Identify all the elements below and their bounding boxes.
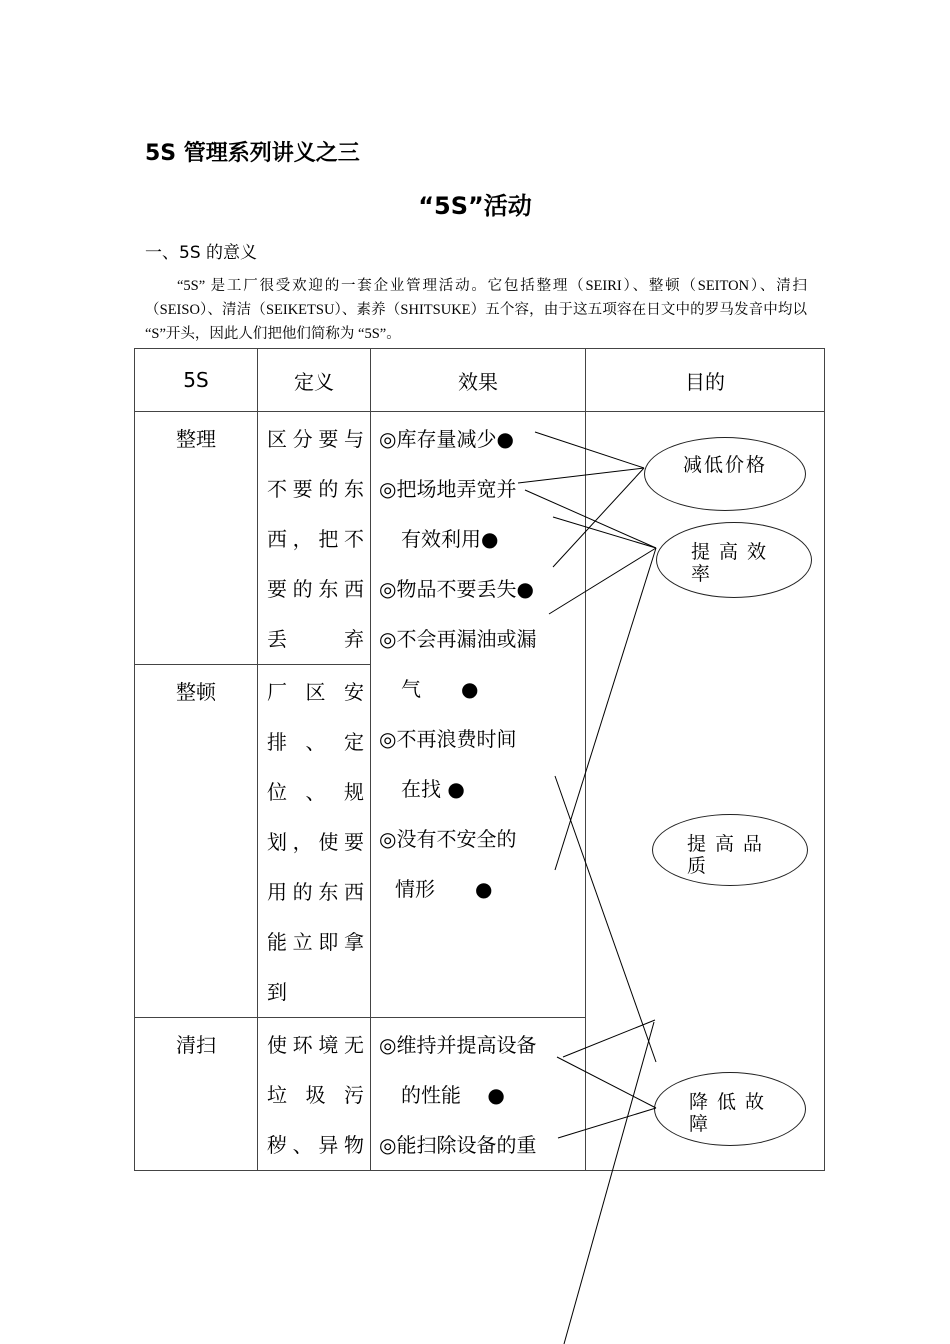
goal-label-line: 提高品 <box>687 833 772 855</box>
connector-line <box>557 1057 656 1108</box>
row-name: 清扫 <box>176 1033 216 1057</box>
connector-line <box>563 1020 655 1057</box>
effect-item-cont: 有效利用● <box>401 527 499 551</box>
intro-text: “5S” 是工厂很受欢迎的一套企业管理活动。它包括整理（SEIRI）、整顿（SEITON）、清扫（SEISO）、清洁（SEIKETSU）、素养（SHITSUKE）五个容，由于这五项容在日文中的罗马发音中均以 “S”开头，因此人们把他们简称为 “5S”。 <box>145 278 807 342</box>
effect-item: ◎物品不要丢失● <box>379 577 534 601</box>
connector-line <box>555 776 656 1062</box>
goal-label-line: 率 <box>691 563 720 585</box>
effect-item-cont: 在找 ● <box>401 777 465 801</box>
goal-label-line: 降低故 <box>689 1091 774 1113</box>
goal-label-line: 障 <box>689 1113 718 1135</box>
effect-item-cont: 的性能 ● <box>401 1083 505 1107</box>
goal-reduce-price-label: 减低价格 <box>682 454 767 476</box>
header-cell-definition: 定义 <box>258 349 371 412</box>
page-title: “5S”活动 <box>418 192 532 220</box>
row-definition: 使环境无垃圾污秽、异物 <box>267 1033 364 1157</box>
effect-item: ◎能扫除设备的重 <box>379 1133 537 1157</box>
connector-line <box>555 548 656 870</box>
goal-label-line: 提高效 <box>691 541 776 563</box>
connector-line <box>549 548 656 614</box>
connector-line <box>558 1108 656 1138</box>
effect-item: ◎维持并提高设备 <box>379 1033 537 1057</box>
effect-item: ◎把场地弄宽并 <box>379 477 517 501</box>
row-name: 整顿 <box>176 680 216 704</box>
connector-line <box>553 468 644 567</box>
header-cell-effect: 效果 <box>371 349 586 412</box>
row-name: 整理 <box>176 427 216 451</box>
goal-label-line: 质 <box>687 855 716 877</box>
effect-item-cont: 情形 ● <box>395 877 493 901</box>
effect-item: ◎不会再漏油或漏 <box>379 627 537 651</box>
effect-item: ◎没有不安全的 <box>379 827 517 851</box>
series-title: 5S 管理系列讲义之三 <box>145 141 360 166</box>
effect-item-cont: 气 ● <box>401 677 479 701</box>
header-cell-purpose: 目的 <box>586 349 825 412</box>
effect-item: ◎不再浪费时间 <box>379 727 517 751</box>
section-heading: 一、5S 的意义 <box>145 243 258 263</box>
effect-item: ◎库存量减少● <box>379 427 514 451</box>
header-cell-5s: 5S <box>135 349 258 412</box>
connector-line <box>564 1022 654 1344</box>
connector-line <box>553 517 656 548</box>
connector-line <box>518 468 644 483</box>
row-definition: 区分要与不要的东西，把不要的东西丢弃 <box>267 427 364 651</box>
connector-line <box>525 490 656 548</box>
row-definition: 厂区安排、定位、规划，使要用的东西能立即拿到 <box>267 680 364 1004</box>
connector-line <box>535 432 644 468</box>
